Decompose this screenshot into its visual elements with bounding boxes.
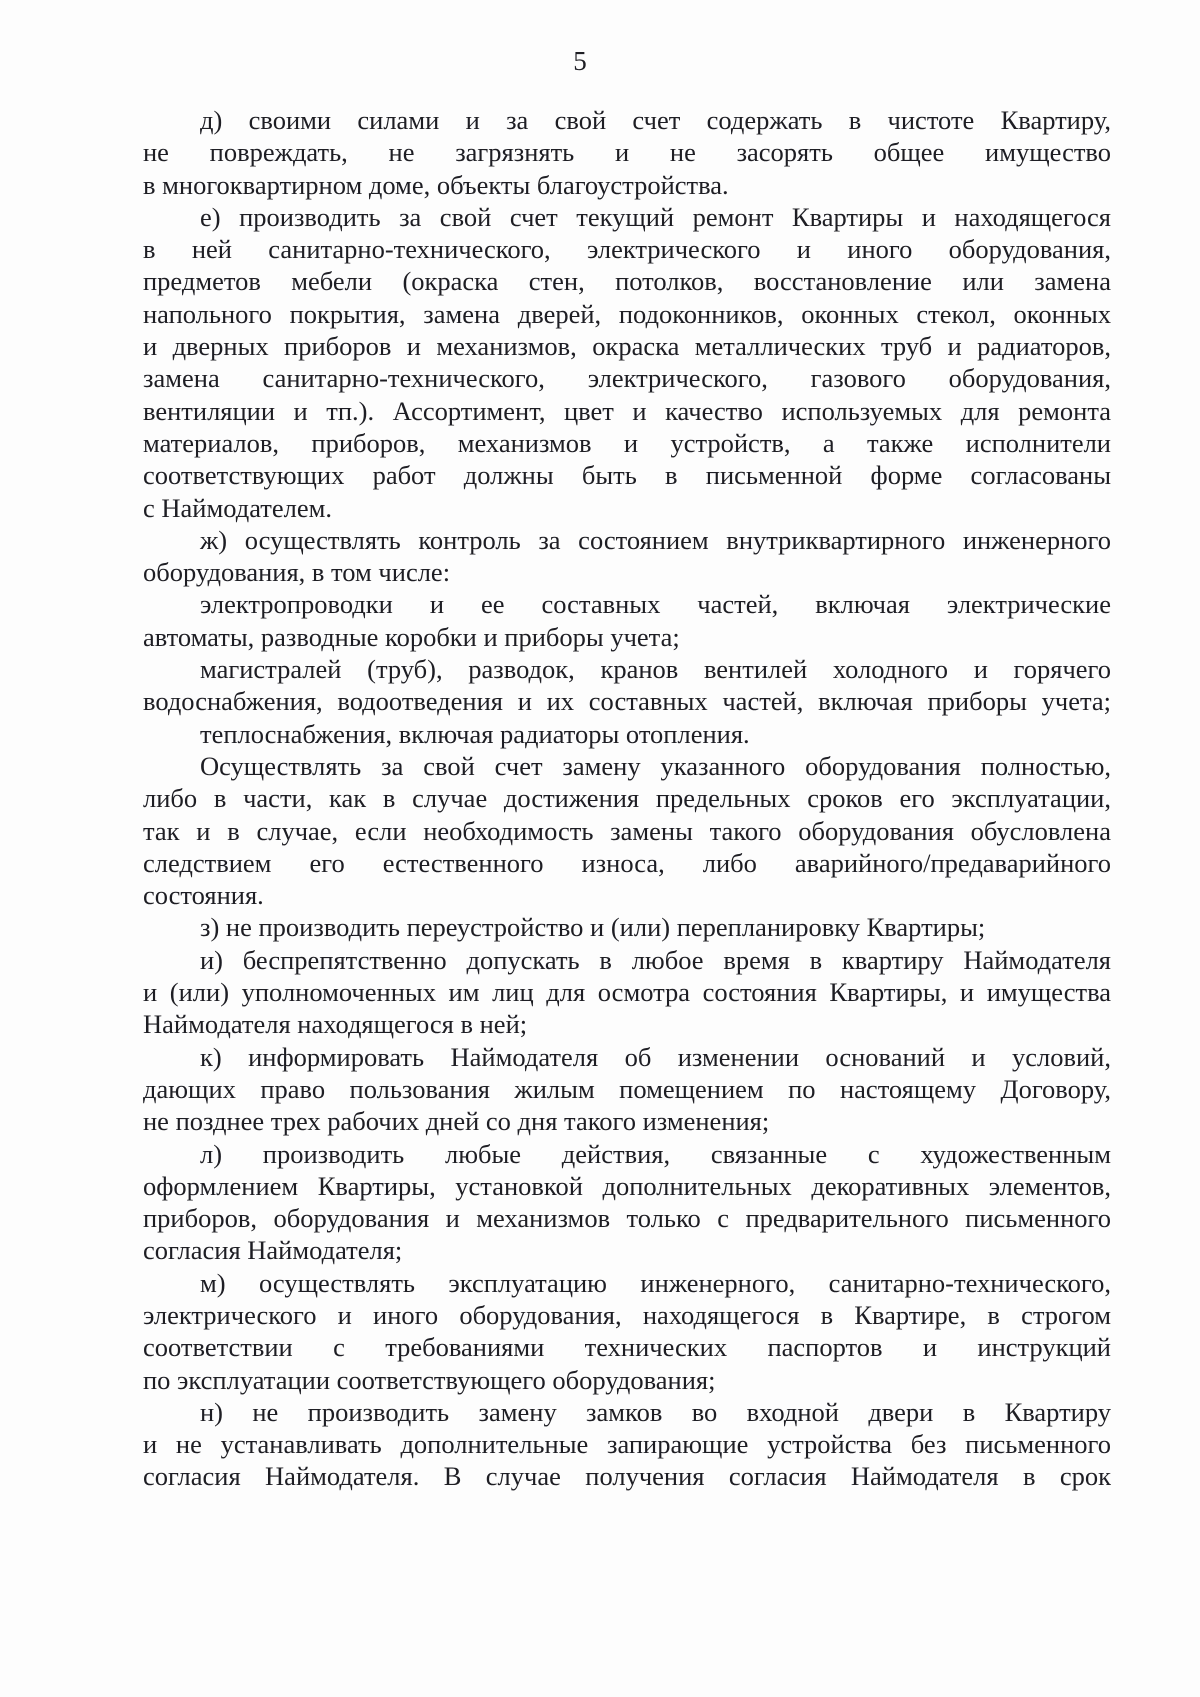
text-line: согласия Наймодателя. В случае получения согласия Наймодателя в срок bbox=[143, 1461, 1111, 1492]
text-line: и дверных приборов и механизмов, окраска металлических труб и радиаторов, bbox=[143, 331, 1111, 362]
text-line: либо в части, как в случае достижения предельных сроков его эксплуатации, bbox=[143, 783, 1111, 814]
text-line: оформлением Квартиры, установкой дополнительных декоративных элементов, bbox=[143, 1170, 1111, 1201]
text-line: и (или) уполномоченных им лиц для осмотра состояния Квартиры, и имущества bbox=[143, 977, 1111, 1008]
text-line: автоматы, разводные коробки и приборы учета; bbox=[143, 621, 680, 652]
text-line: предметов мебели (окраска стен, потолков, восстановление или замена bbox=[143, 266, 1111, 297]
text-line: н) не производить замену замков во входной двери в Квартиру bbox=[200, 1396, 1111, 1427]
text-line: дающих право пользования жилым помещением по настоящему Договору, bbox=[143, 1073, 1111, 1104]
text-line: д) своими силами и за свой счет содержать в чистоте Квартиру, bbox=[200, 105, 1111, 135]
text-line: к) информировать Наймодателя об изменении оснований и условий, bbox=[200, 1041, 1111, 1072]
document-body bbox=[143, 104, 1111, 1493]
text-line: магистралей (труб), разводок, кранов вентилей холодного и горячего bbox=[200, 654, 1111, 685]
text-line: соответствующих работ должны быть в письменной форме согласованы bbox=[143, 460, 1111, 491]
text-line: и не устанавливать дополнительные запирающие устройства без письменного bbox=[143, 1429, 1111, 1460]
page-number: 5 bbox=[573, 46, 587, 76]
text-line: материалов, приборов, механизмов и устройств, а также исполнители bbox=[143, 427, 1111, 458]
text-line: Наймодателя находящегося в ней; bbox=[143, 1009, 528, 1040]
text-line: вентиляции и тп.). Ассортимент, цвет и качество используемых для ремонта bbox=[143, 395, 1111, 426]
text-line: л) производить любые действия, связанные с художественным bbox=[200, 1138, 1111, 1169]
text-line: напольного покрытия, замена дверей, подоконников, оконных стекол, оконных bbox=[143, 298, 1111, 329]
text-line: соответствии с требованиями технических паспортов и инструкций bbox=[143, 1332, 1111, 1363]
text-line: водоснабжения, водоотведения и их составных частей, включая приборы учета; bbox=[143, 686, 1111, 717]
text-line: по эксплуатации соответствующего оборудования; bbox=[143, 1364, 716, 1395]
text-line: Осуществлять за свой счет замену указанного оборудования полностью, bbox=[200, 750, 1111, 781]
text-line: в многоквартирном доме, объекты благоустройства. bbox=[143, 169, 729, 200]
text-line: теплоснабжения, включая радиаторы отопления. bbox=[200, 718, 750, 749]
text-line: приборов, оборудования и механизмов только с предварительного письменного bbox=[143, 1203, 1111, 1234]
text-line: не позднее трех рабочих дней со дня такого изменения; bbox=[143, 1106, 770, 1137]
text-line: следствием его естественного износа, либо аварийного/предаварийного bbox=[143, 847, 1111, 878]
text-line: электрического и иного оборудования, находящегося в Квартире, в строгом bbox=[143, 1299, 1111, 1330]
text-line: не повреждать, не загрязнять и не засорять общее имущество bbox=[143, 137, 1111, 168]
text-line: согласия Наймодателя; bbox=[143, 1235, 403, 1266]
text-line: в ней санитарно-технического, электрического и иного оборудования, bbox=[143, 234, 1111, 265]
text-line: ж) осуществлять контроль за состоянием внутриквартирного инженерного bbox=[200, 524, 1111, 555]
text-line: з) не производить переустройство и (или) перепланировку Квартиры; bbox=[200, 912, 986, 943]
text-line: электропроводки и ее составных частей, включая электрические bbox=[200, 589, 1111, 620]
text-line: так и в случае, если необходимость замены такого оборудования обусловлена bbox=[143, 815, 1111, 846]
text-line: и) беспрепятственно допускать в любое время в квартиру Наймодателя bbox=[200, 944, 1111, 975]
text-line: оборудования, в том числе: bbox=[143, 557, 451, 588]
text-line: состояния. bbox=[143, 880, 264, 911]
text-line: е) производить за свой счет текущий ремонт Квартиры и находящегося bbox=[200, 201, 1111, 232]
text-line: с Наймодателем. bbox=[143, 492, 333, 523]
text-line: замена санитарно-технического, электрического, газового оборудования, bbox=[143, 363, 1111, 394]
text-line: м) осуществлять эксплуатацию инженерного, санитарно-технического, bbox=[200, 1267, 1111, 1298]
